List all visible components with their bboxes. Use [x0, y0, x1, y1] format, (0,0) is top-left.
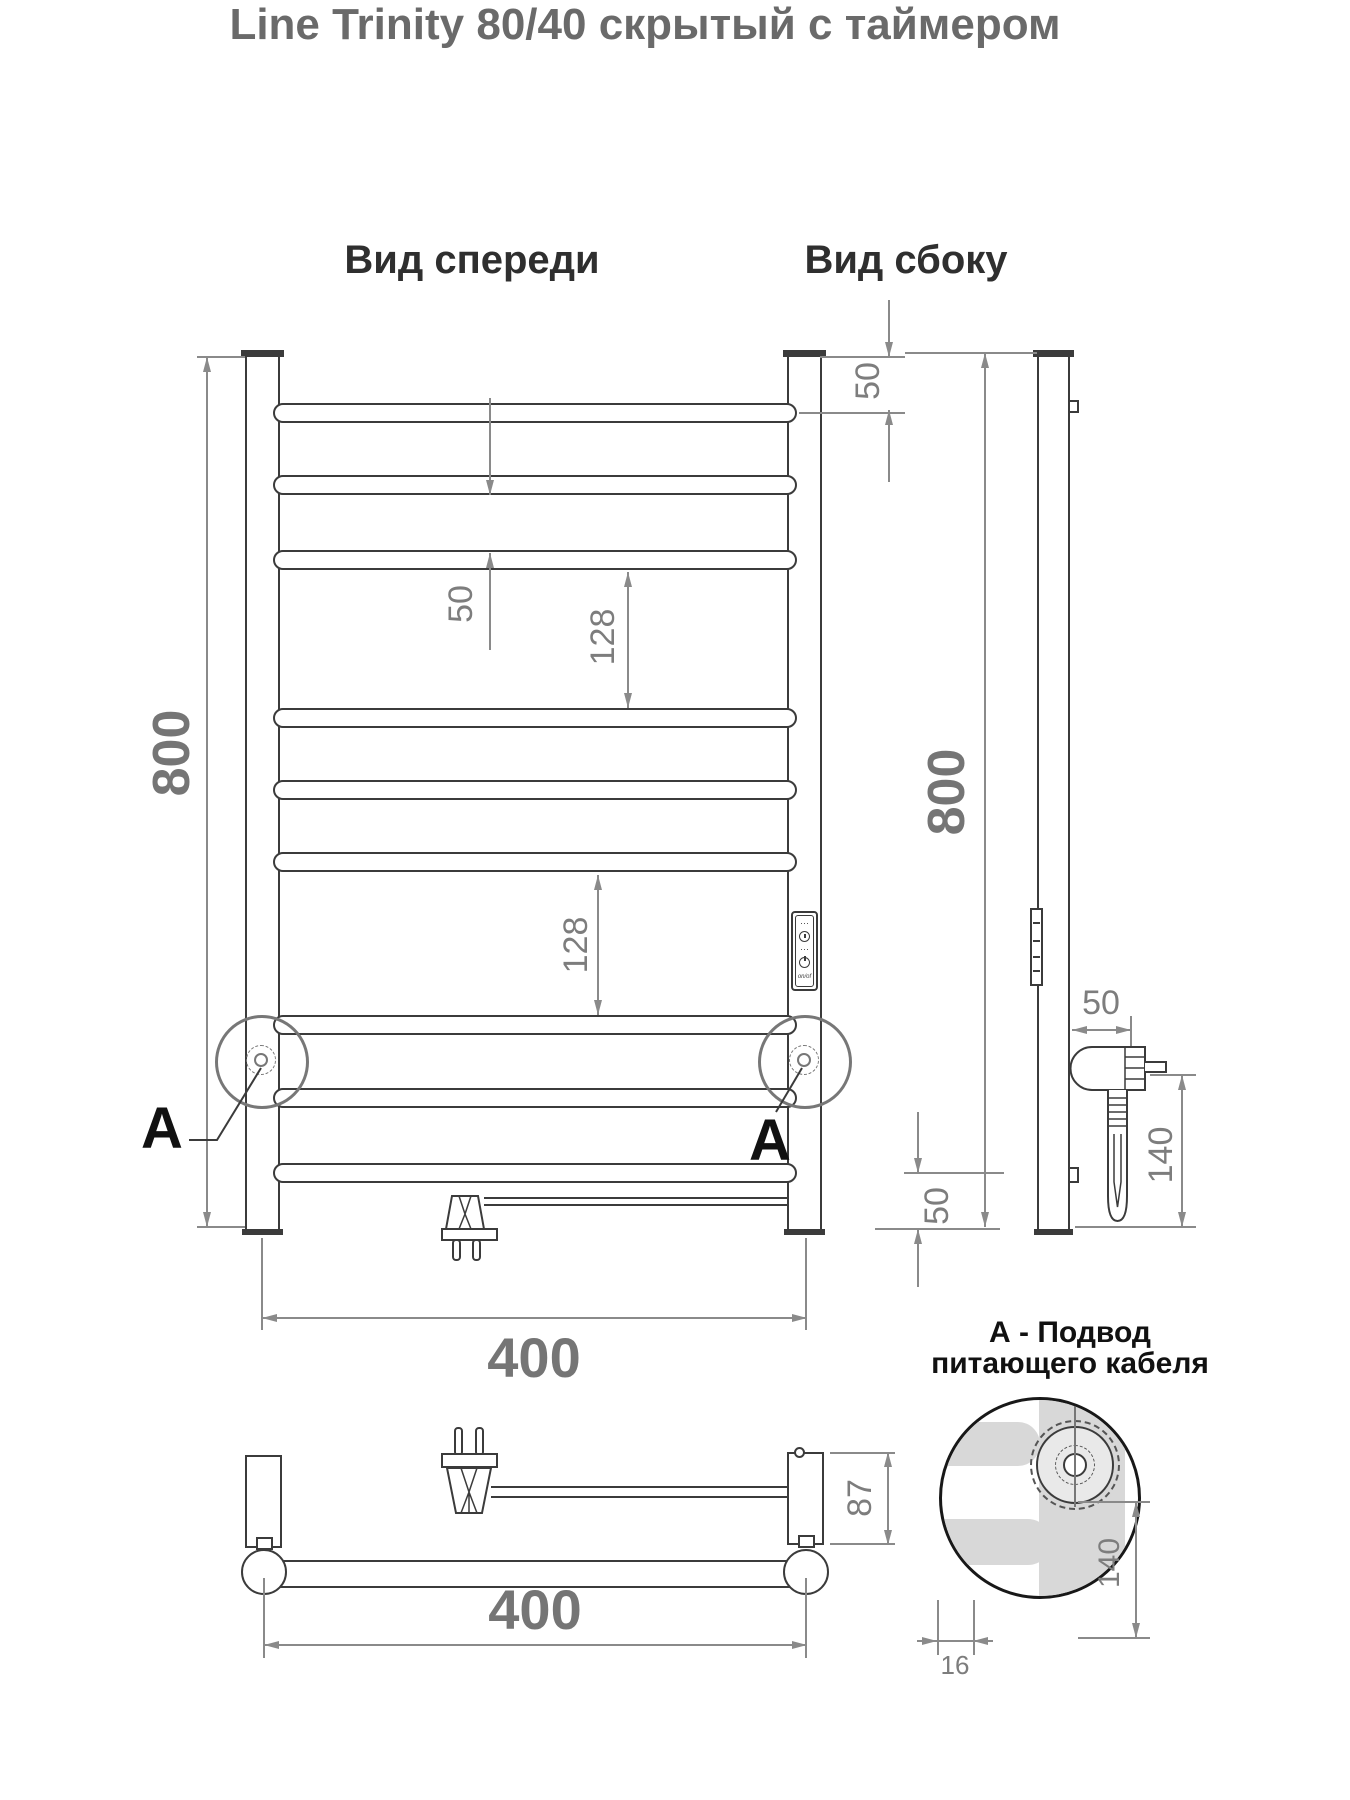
rung-7 [273, 1015, 797, 1035]
dim-128-upper-arrow-bottom [624, 693, 632, 708]
bottom-cable-gland [794, 1447, 805, 1458]
cable-entry-dot-left [254, 1053, 268, 1067]
bottom-plug-body [447, 1468, 491, 1513]
dim-50-rung-arrow-up [486, 553, 494, 568]
dim-50-wall-arrow-right [1116, 1026, 1131, 1034]
dim-87-label: 87 [841, 1479, 879, 1517]
dim-400-bottom-label: 400 [488, 1578, 582, 1641]
dim-140-side-arrow-bottom [1178, 1212, 1186, 1227]
dim-140-side-ext-top [1150, 1074, 1196, 1076]
dim-140-detail-label: 140 [1093, 1537, 1126, 1589]
dim-140-side-line [1181, 1075, 1183, 1227]
dim-140-detail-arrow-bottom [1132, 1623, 1140, 1638]
dim-400-front-arrow-right [792, 1314, 807, 1322]
side-bar [1037, 353, 1070, 1231]
panel-dots-bottom-icon: ··· [800, 944, 809, 954]
side-bar-foot [1034, 1229, 1073, 1235]
dim-140-side-label: 140 [1142, 1126, 1180, 1184]
dim-400-bottom-arrow-left [264, 1641, 279, 1649]
dim-87-arrow-top [884, 1452, 892, 1467]
front-right-post-foot [784, 1229, 825, 1235]
dim-140-side-ext-bottom [1075, 1226, 1196, 1228]
dim-800-side-arrow-bottom [981, 1212, 989, 1227]
side-plug-pin [1145, 1062, 1166, 1072]
dim-16-arrow-left [922, 1637, 937, 1645]
side-cable-outline [1108, 1090, 1127, 1221]
rung-1 [273, 403, 797, 423]
front-cable-line-1 [484, 1197, 787, 1199]
rung-9 [273, 1163, 797, 1183]
dim-128-lower-label: 128 [557, 916, 595, 974]
dim-128-lower-arrow-bottom [594, 1000, 602, 1015]
front-plug-pin-right [472, 1239, 481, 1261]
bottom-cable-line-1 [491, 1486, 787, 1488]
dim-140-detail-ext-bottom [1078, 1637, 1150, 1639]
front-view-title: Вид спереди [344, 238, 600, 282]
rung-4 [273, 708, 797, 728]
front-left-post-top-cap [241, 350, 284, 357]
bottom-plug-cap [441, 1453, 498, 1468]
dim-128-upper-label: 128 [584, 608, 622, 666]
timer-control-panel [791, 911, 818, 991]
dim-800-side-ext-top [905, 352, 1037, 354]
dim-50-rung-label: 50 [442, 585, 480, 623]
dim-50-wall-arrow-left [1072, 1026, 1087, 1034]
side-cable-core [1114, 1134, 1121, 1207]
dim-400-bottom-arrow-right [792, 1641, 807, 1649]
dim-128-lower-arrow-top [594, 875, 602, 890]
dim-400-front-line [262, 1317, 807, 1319]
side-panel-profile [1030, 908, 1043, 986]
dim-16-ext-left [937, 1600, 939, 1655]
detail-title-line1: А - Подвод [989, 1316, 1151, 1349]
dim-50-bottom-ext-top [904, 1172, 1004, 1174]
dim-50-wall-ext [1130, 1016, 1132, 1050]
rung-5 [273, 780, 797, 800]
front-cable-line-2 [484, 1204, 787, 1206]
rung-3 [273, 550, 797, 570]
dim-400-bottom-line [264, 1644, 807, 1646]
dim-800-front-line [206, 357, 208, 1227]
dim-50-bottom-label: 50 [918, 1187, 956, 1225]
dim-800-front-label: 800 [143, 709, 201, 797]
panel-onoff-label: on/of [797, 974, 812, 980]
dim-50-wall-label: 50 [1082, 984, 1120, 1022]
dim-16-label: 16 [940, 1650, 970, 1680]
dim-800-front-ext-bottom [197, 1226, 245, 1228]
front-left-post-foot [242, 1229, 283, 1235]
bottom-plug-body-detail [461, 1468, 477, 1513]
dim-400-front-arrow-left [262, 1314, 277, 1322]
dim-87-arrow-bottom [884, 1530, 892, 1545]
dim-50-top-arrow-down [885, 342, 893, 357]
front-plug-body-detail [459, 1196, 471, 1229]
dim-50-rung-arrow-down [486, 480, 494, 495]
dim-140-detail-ext-top [1078, 1501, 1150, 1503]
dim-800-front-arrow-bottom [203, 1212, 211, 1227]
bottom-right-nub [798, 1535, 815, 1548]
page-title: Line Trinity 80/40 скрытый с таймером [229, 0, 1061, 49]
rung-8 [273, 1088, 797, 1108]
bottom-cable-line-2 [491, 1496, 787, 1498]
dim-800-side-label: 800 [918, 748, 976, 836]
detail-centerline [1074, 1400, 1076, 1507]
clock-icon [799, 931, 810, 942]
bottom-left-wall-plate [245, 1455, 282, 1548]
dim-128-lower-line [597, 875, 599, 1015]
bottom-left-nub [256, 1537, 273, 1550]
side-bar-top-cap [1033, 350, 1074, 357]
dim-140-detail-line [1135, 1502, 1137, 1638]
side-wall-bracket-bottom [1068, 1167, 1079, 1183]
dim-800-side-arrow-top [981, 353, 989, 368]
callout-a-label-right: А [749, 1108, 791, 1173]
dim-140-side-arrow-top [1178, 1075, 1186, 1090]
bottom-plug-pin-left [454, 1427, 463, 1456]
side-cable-hatch [1109, 1098, 1126, 1126]
side-view-title: Вид сбоку [804, 238, 1008, 282]
detail-rung-silhouette-2 [939, 1519, 1051, 1565]
cable-entry-dot-right [797, 1053, 811, 1067]
dim-800-front-arrow-top [203, 357, 211, 372]
dim-50-top-label: 50 [849, 362, 887, 400]
dim-140-detail-arrow-top [1132, 1502, 1140, 1517]
dim-128-upper-arrow-top [624, 572, 632, 587]
side-plug-head-ridges [1125, 1047, 1145, 1090]
rung-2 [273, 475, 797, 495]
bottom-right-wall-plate [787, 1452, 824, 1545]
power-icon [799, 957, 810, 968]
rung-6 [273, 852, 797, 872]
front-plug-pin-left [452, 1239, 461, 1261]
front-plug-body [446, 1196, 484, 1229]
side-wall-bracket-top [1068, 400, 1079, 413]
dim-800-front-ext-top [197, 356, 245, 358]
dim-16-ext-right [973, 1600, 975, 1655]
dim-128-upper-line [627, 572, 629, 708]
panel-dots-top-icon: ··· [800, 918, 809, 928]
dim-800-side-line [984, 353, 986, 1227]
callout-a-label-left: А [141, 1096, 183, 1161]
detail-rung-silhouette-1 [939, 1422, 1040, 1466]
side-plug-body [1071, 1047, 1146, 1090]
front-plug-cap [441, 1228, 498, 1241]
dim-400-front-label: 400 [487, 1326, 581, 1389]
detail-title-line2: питающего кабеля [931, 1347, 1209, 1380]
bottom-plug-pin-right [475, 1427, 484, 1456]
dim-16-arrow-right [973, 1637, 988, 1645]
